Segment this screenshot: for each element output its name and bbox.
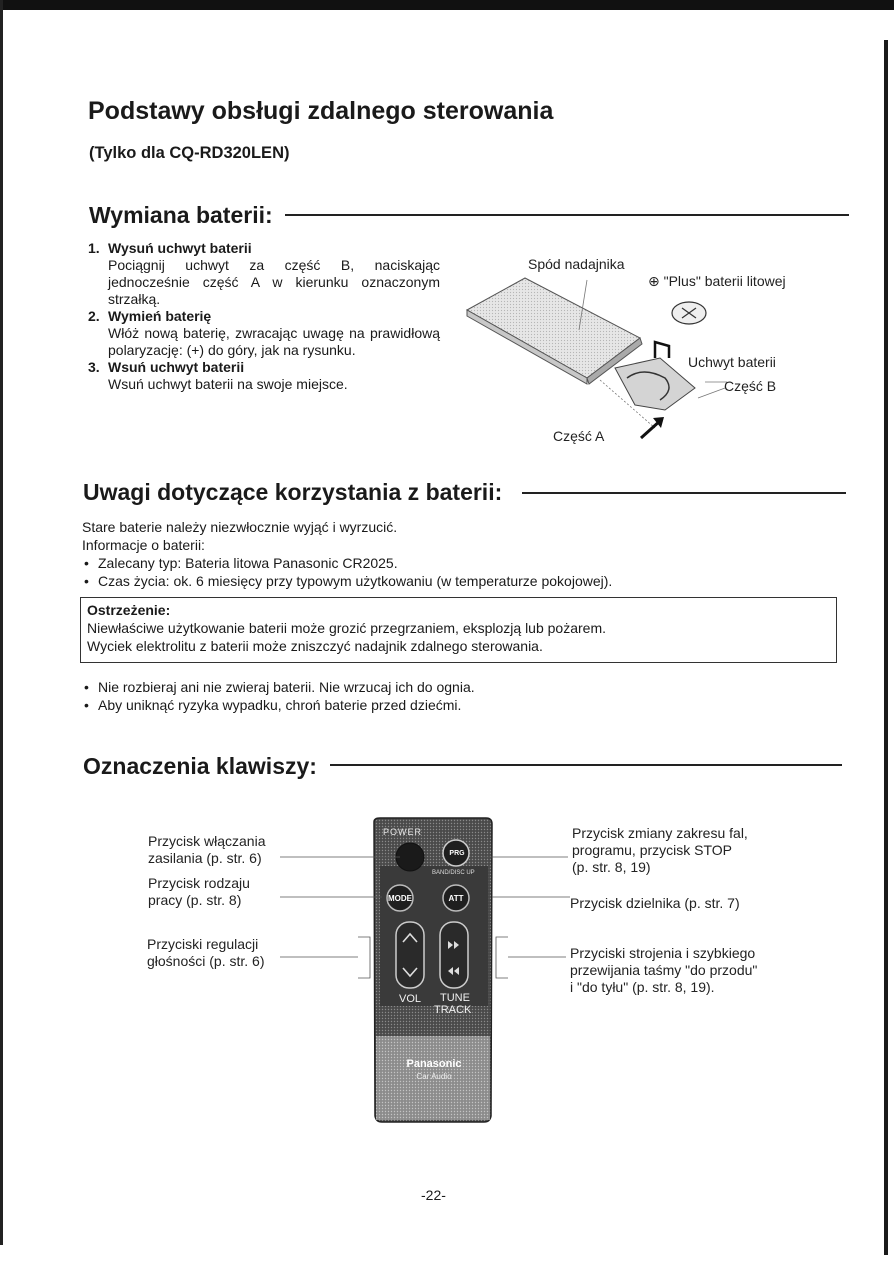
step-heading: Wymień baterię <box>108 308 212 324</box>
label-band-button: Przycisk zmiany zakresu fal, programu, przycisk STOP (p. str. 8, 19) <box>572 825 748 875</box>
notes-info-heading: Informacje o baterii: <box>82 537 205 553</box>
keys-section-title: Oznaczenia klawiszy: <box>83 753 317 779</box>
battery-info-list <box>82 554 842 590</box>
step-heading: Wysuń uchwyt baterii <box>108 240 252 256</box>
step-3: 3. Wsuń uchwyt baterii Wsuń uchwyt baterii na swoje miejsce. <box>88 359 440 393</box>
plus-icon: ⊕ <box>648 273 660 289</box>
label-remote-underside: Spód nadajnika <box>528 256 625 272</box>
track-label: TRACK <box>434 1004 472 1016</box>
battery-notes-text <box>82 518 842 590</box>
list-item: • Aby uniknąć ryzyka wypadku, chroń baterie przed dziećmi. <box>82 696 842 714</box>
page-title: Podstawy obsługi zdalnego sterowania <box>88 97 554 125</box>
warning-line: Wyciek elektrolitu z baterii może zniszczyć nadajnik zdalnego sterowania. <box>87 638 543 654</box>
warning-title: Ostrzeżenie: <box>87 602 171 618</box>
leader-line <box>698 388 725 398</box>
battery-safety-notes <box>82 678 842 714</box>
label-tune-buttons: Przyciski strojenia i szybkiego przewijania taśmy "do przodu" i "do tyłu" (p. str. 8, 19). <box>570 945 758 995</box>
notes-intro: Stare baterie należy niezwłocznie wyjąć i wyrzucić. <box>82 519 398 535</box>
tune-label: TUNE <box>440 992 470 1004</box>
step-body: Wsuń uchwyt baterii na swoje miejsce. <box>108 376 348 392</box>
label-part-b: Część B <box>724 378 777 394</box>
label-battery-plus: ⊕ "Plus" baterii litowej <box>648 273 786 289</box>
att-button-label: ATT <box>448 894 464 903</box>
section-rule <box>330 764 842 766</box>
list-item: • Czas życia: ok. 6 miesięcy przy typowym użytkowaniu (w temperaturze pokojowej). <box>82 572 842 590</box>
battery-section-title: Wymiana baterii: <box>89 202 273 228</box>
leader-line <box>280 937 370 978</box>
section-rule <box>522 492 846 494</box>
label-att-button: Przycisk dzielnika (p. str. 7) <box>570 895 740 911</box>
mode-button-label: MODE <box>388 894 412 903</box>
insert-arrow <box>655 342 669 358</box>
leader-line <box>496 937 566 978</box>
step-body: Włóż nową baterię, zwracając uwagę na prawidłową polaryzację: (+) do góry, jak na rysunku. <box>108 325 440 358</box>
label-mode-button: Przycisk rodzaju pracy (p. str. 8) <box>148 875 250 908</box>
brand-logo: Panasonic <box>406 1058 462 1070</box>
step-1: 1. Wysuń uchwyt baterii Pociągnij uchwyt za część B, naciskając jednocześnie część A w kierunku oznaczonym strzałką. <box>88 240 440 307</box>
list-item: • Zalecany typ: Bateria litowa Panasonic CR2025. <box>82 554 842 572</box>
vol-label: VOL <box>399 993 422 1005</box>
list-item: • Nie rozbieraj ani nie zwieraj baterii. Nie wrzucaj ich do ognia. <box>82 678 842 696</box>
callout-lines <box>270 845 580 985</box>
scan-border-left <box>0 0 3 1245</box>
battery-holder <box>615 358 695 410</box>
battery-notes-title: Uwagi dotyczące korzystania z baterii: <box>83 479 503 505</box>
label-volume-buttons: Przyciski regulacji głośności (p. str. 6) <box>147 936 265 969</box>
brand-sub-label: Car Audio <box>416 1072 452 1081</box>
scan-border-right <box>884 40 888 1255</box>
step-2: 2. Wymień baterię Włóż nową baterię, zwracając uwagę na prawidłową polaryzację: (+) do góry, jak na rysunku. <box>88 308 440 358</box>
warning-box <box>80 597 837 663</box>
section-rule <box>285 214 849 216</box>
label-part-a: Część A <box>553 428 605 444</box>
battery-steps <box>88 240 440 393</box>
warning-line: Niewłaściwe użytkowanie baterii może grozić przegrzaniem, eksplozją lub pożarem. <box>87 620 606 636</box>
page-number: -22- <box>421 1187 446 1203</box>
page-subtitle: (Tylko dla CQ-RD320LEN) <box>89 144 290 162</box>
remote-power-label: POWER <box>383 827 423 837</box>
prg-button-label: PRG <box>449 850 465 857</box>
label-power-button: Przycisk włączania zasilania (p. str. 6) <box>148 833 266 866</box>
step-body: Pociągnij uchwyt za część B, naciskając jednocześnie część A w kierunku oznaczonym strzałką. <box>108 257 440 307</box>
label-battery-holder: Uchwyt baterii <box>688 354 776 370</box>
scan-border-top <box>0 0 894 10</box>
step-heading: Wsuń uchwyt baterii <box>108 359 245 375</box>
band-disc-label: BAND/DISC UP <box>432 870 475 876</box>
